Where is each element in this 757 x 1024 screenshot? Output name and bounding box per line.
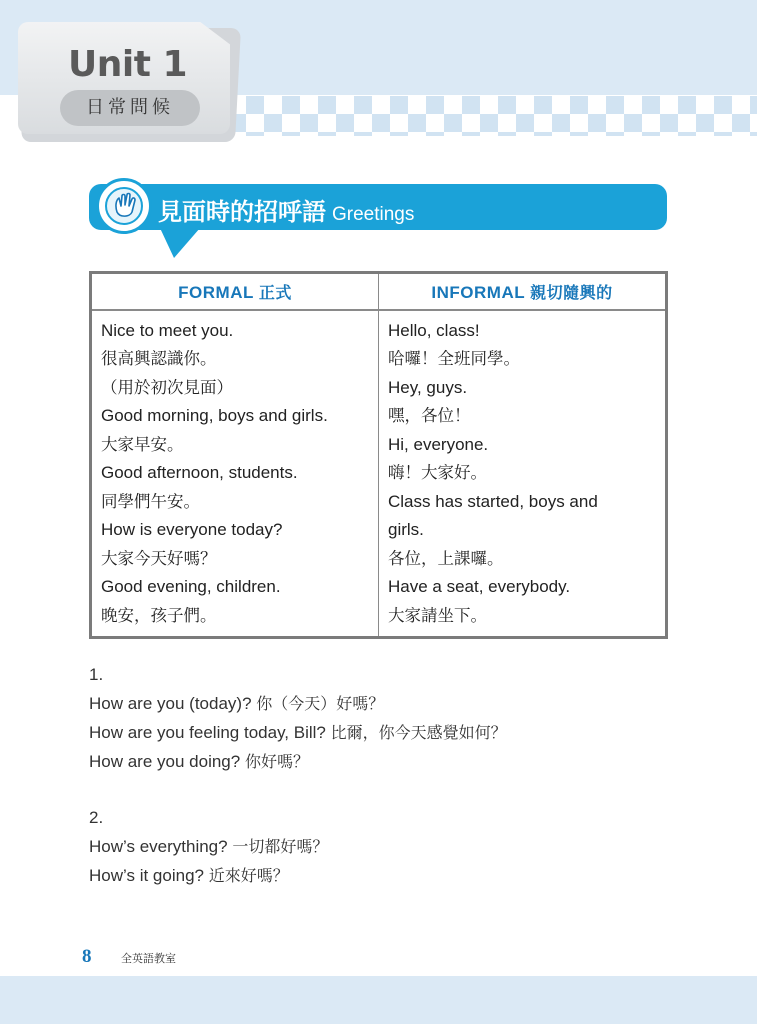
informal-line: 哈囉！全班同學。: [388, 349, 520, 368]
formal-line: Good morning, boys and girls.: [101, 406, 328, 425]
list-item: [89, 832, 709, 861]
informal-header-zh: 親切隨興的: [530, 282, 613, 302]
list-item: [89, 747, 709, 776]
unit-subtitle: 日常問候: [60, 90, 200, 126]
list-item-en: How’s everything?: [89, 837, 228, 856]
section-title-zh: 見面時的招呼語: [158, 198, 326, 226]
formal-line: 同學們午安。: [101, 491, 200, 511]
informal-line: Hello, class!: [388, 320, 480, 340]
unit-title: Unit 1: [68, 44, 187, 85]
formal-header-zh: 正式: [258, 282, 292, 302]
list-item: [89, 718, 709, 747]
list-item: [89, 689, 709, 718]
list-item-en: How are you (today)?: [89, 694, 252, 713]
list-item-zh: 一切都好嗎？: [232, 837, 329, 856]
list-gap: [89, 776, 709, 803]
informal-line: Hi, everyone.: [388, 434, 489, 454]
greetings-table: [89, 271, 668, 639]
section-title: [158, 192, 414, 227]
list-item-zh: 近來好嗎？: [208, 866, 289, 885]
list-item-zh: 比爾，你今天感覺如何？: [330, 723, 507, 742]
informal-line: Have a seat, everybody.: [388, 577, 571, 596]
list-item-en: How’s it going?: [89, 866, 204, 885]
formal-line: 很高興認識你。: [101, 349, 217, 368]
checker-pattern: [228, 96, 757, 136]
page-number: 8: [82, 946, 92, 967]
formal-line: Good afternoon, students.: [101, 463, 298, 482]
informal-header: [379, 273, 667, 310]
formal-header-en: FORMAL: [178, 282, 254, 302]
informal-header-en: INFORMAL: [431, 282, 525, 302]
expression-list: [89, 660, 709, 890]
formal-line: 晚安，孩子們。: [101, 605, 217, 625]
list-item-zh: 你好嗎？: [244, 752, 309, 771]
waving-hand-icon: [96, 178, 152, 234]
informal-line: 嗨！大家好。: [388, 463, 487, 482]
book-title: 全英語教室: [121, 952, 176, 965]
list-number: 2.: [89, 808, 104, 827]
formal-line: Nice to meet you.: [101, 320, 234, 340]
list-number: 1.: [89, 665, 104, 684]
informal-line: girls.: [388, 520, 424, 539]
formal-header: [91, 273, 379, 310]
formal-line: 大家今天好嗎？: [101, 548, 217, 568]
informal-line: Hey, guys.: [388, 377, 468, 397]
list-item-en: How are you doing?: [89, 752, 241, 771]
informal-line: Class has started, boys and: [388, 491, 598, 511]
section-title-en: Greetings: [332, 204, 415, 225]
informal-line: 大家請坐下。: [388, 605, 487, 625]
informal-line: 嘿，各位！: [388, 406, 471, 425]
list-item-en: How are you feeling today, Bill?: [89, 723, 326, 742]
section-header-pointer: [160, 228, 200, 258]
formal-line: How is everyone today?: [101, 520, 283, 539]
list-item-zh: 你（今天）好嗎？: [256, 694, 385, 713]
informal-line: 各位，上課囉。: [388, 548, 504, 568]
informal-column: [379, 310, 667, 638]
formal-line: （用於初次見面）: [101, 377, 233, 397]
footer-band: [0, 976, 757, 1024]
formal-column: [91, 310, 379, 638]
formal-line: 大家早安。: [101, 434, 184, 454]
list-item: [89, 861, 709, 890]
formal-line: Good evening, children.: [101, 577, 281, 596]
